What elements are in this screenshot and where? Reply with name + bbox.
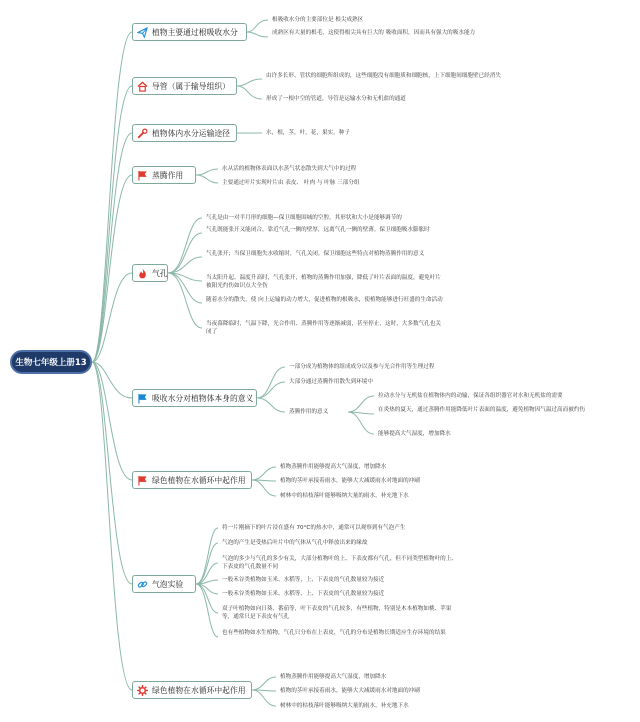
topic-node-water-cycle-2[interactable] (132, 681, 252, 699)
leaf-text: 树林中的枯枝落叶能够吸纳大量的雨水，补充地下水 (280, 703, 409, 709)
leaf-text: 随着水分的散失，使 向上运输的动力增大，促进植物的根吸水，使植物能够进行旺盛的生命活动 (206, 297, 443, 303)
leaf-text: 植物蒸腾作用能够提高大气湿度，增加降水 (280, 674, 387, 680)
leaf-text: 大部分通过蒸腾作用散失到环境中 (289, 379, 373, 385)
topic-label: 吸收水分对植物体本身的意义 (152, 393, 254, 403)
leaf-text: 在炎热的夏天，通过蒸腾作用能降低叶片表面的温度，避免植物因气温过高而被灼伤 (378, 407, 585, 413)
leaf-text: 当夜幕降临时，气温下降，光合作用、蒸腾作用等逐渐减弱，甚至停止，这时，大多数气孔也关闭了 (206, 321, 441, 335)
topic-node-stomata[interactable] (132, 264, 168, 282)
topic-label: 绿色植物在水循环中起作用 (152, 685, 246, 695)
leaf-text: 气孔张开；当保卫细胞失水收缩时，气孔关闭。保卫细胞这些特点对植物蒸腾作用的意义 (206, 251, 425, 257)
leaf-text: 形成了一根中空的管道，导管是运输水分和无机盐的通道 (266, 96, 406, 102)
topic-node-water-path[interactable] (132, 124, 237, 142)
leaf-text: 一般禾谷类植物如玉米、水稻等，上、下表皮的气孔数量较为接近 (222, 591, 385, 597)
topic-node-vessel[interactable] (132, 77, 237, 95)
blue-flag-icon (137, 393, 148, 404)
topic-label: 绿色植物在水循环中起作用 (152, 475, 246, 485)
leaf-text: 双子叶植物如向日葵、番茄等，叶下表皮的气孔较多，有些植物，特别是木本植物如桃、苹果等，通常只是下表皮有气孔 (222, 606, 452, 620)
wrench-icon (137, 128, 148, 139)
leaf-text: 水，根，茎，叶，花，果实，种子 (266, 130, 350, 136)
home-icon (137, 81, 148, 92)
topic-node-bubble-experiment[interactable] (132, 575, 196, 593)
leaf-text: 能够提高大气湿度，增加降水 (378, 431, 451, 437)
topic-label: 气泡实验 (152, 579, 184, 589)
topic-label: 气孔 (152, 268, 168, 278)
topic-node-transpiration[interactable] (132, 166, 196, 184)
leaf-text: 水从活的植物体表面以水蒸气状态散失到大气中的过程 (222, 166, 357, 172)
leaf-text: 植物的茎叶承接着雨水，能够大大减缓雨水对地面的冲刷 (280, 688, 420, 694)
gear-icon (137, 685, 148, 696)
leaf-text: 气泡的产生是受热后叶片中的气体从气孔中释放出来的缘故 (222, 540, 368, 546)
leaf-text: 主要通过叶片实现叶片由 表皮、 叶肉 与 叶脉 三部分组 (222, 180, 360, 186)
leaf-text: 将一片刚摘下的叶片浸在盛有 70°C的热水中，通常可以观察到有气泡产生 (222, 525, 406, 531)
topic-label: 导管（属于输导组织） (152, 81, 230, 91)
leaf-text: 树林中的枯枝落叶能够吸纳大量的雨水，补充地下水 (280, 493, 409, 499)
leaf-text: 成熟区有大量的根毛，这使得根尖具有巨大的 吸收面积，因而具有强大的吸水能力 (272, 30, 476, 36)
leaf-text: 气泡的多少与气孔的多少有关，大部分植物叶的上、下表皮都有气孔，但不同类型植物叶的上、下表皮的气孔数量不同 (222, 556, 457, 570)
leaf-text: 拉动水分与无机盐在植物体内的动输，保证各组织器官对水和无机盐的需要 (378, 393, 563, 399)
red-flag-icon (137, 475, 148, 486)
leaf-text: 一般禾谷类植物如玉米、水稻等，上、下表皮的气孔数量较为接近 (222, 577, 385, 583)
leaf-text: 根吸收水分的主要部位是 根尖成熟区 (272, 17, 364, 23)
topic-label: 植物体内水分运输途径 (152, 128, 230, 138)
subtopic-label: 蒸腾作用的意义 (289, 409, 329, 415)
root-node[interactable] (10, 350, 92, 374)
topic-node-water-significance[interactable] (132, 389, 257, 407)
leaf-text: 气孔既能张开又能闭合，靠近气孔一侧的壁厚，远离气孔一侧的壁薄。保卫细胞吸水膨胀时 (206, 227, 430, 233)
topic-label: 蒸腾作用 (152, 170, 184, 180)
leaf-text: 当太阳升起、温度升高时，气孔张开，植物的蒸腾作用加强，降低了叶片表面的温度，避免叶片被阳光灼伤如识点大全伤 (206, 275, 441, 289)
topic-node-water-cycle[interactable] (132, 471, 252, 489)
red-flag-icon (137, 170, 148, 181)
leaf-text: 气孔是由一对半月形的细胞—保卫细胞围城的空腔，其形状和大小是能够调节的 (206, 215, 402, 221)
leaf-text: 一部分成为植物体的组成成分以及参与光合作用等生理过程 (289, 364, 435, 370)
leaf-text: 由许多长形、管状的细胞所组成的，这些细胞没有细胞质和细胞核，上下细胞间细胞壁已经消失 (266, 73, 501, 79)
link-icon (137, 579, 148, 590)
leaf-text: 植物的茎叶承接着雨水，能够大大减缓雨水对地面的冲刷 (280, 478, 420, 484)
topic-node-root-absorption[interactable] (132, 23, 247, 41)
root-label: 生物七年级上册13 (15, 358, 87, 368)
topic-label: 植物主要通过根吸收水分 (152, 27, 238, 37)
leaf-text: 植物蒸腾作用能够提高大气湿度，增加降水 (280, 464, 387, 470)
fire-icon (137, 268, 148, 279)
paper-plane-icon (137, 27, 148, 38)
leaf-text: 也有些植物如水生植物，气孔只分布在上表皮，气孔的分布是植物长期适应生存环境的结果 (222, 630, 446, 636)
